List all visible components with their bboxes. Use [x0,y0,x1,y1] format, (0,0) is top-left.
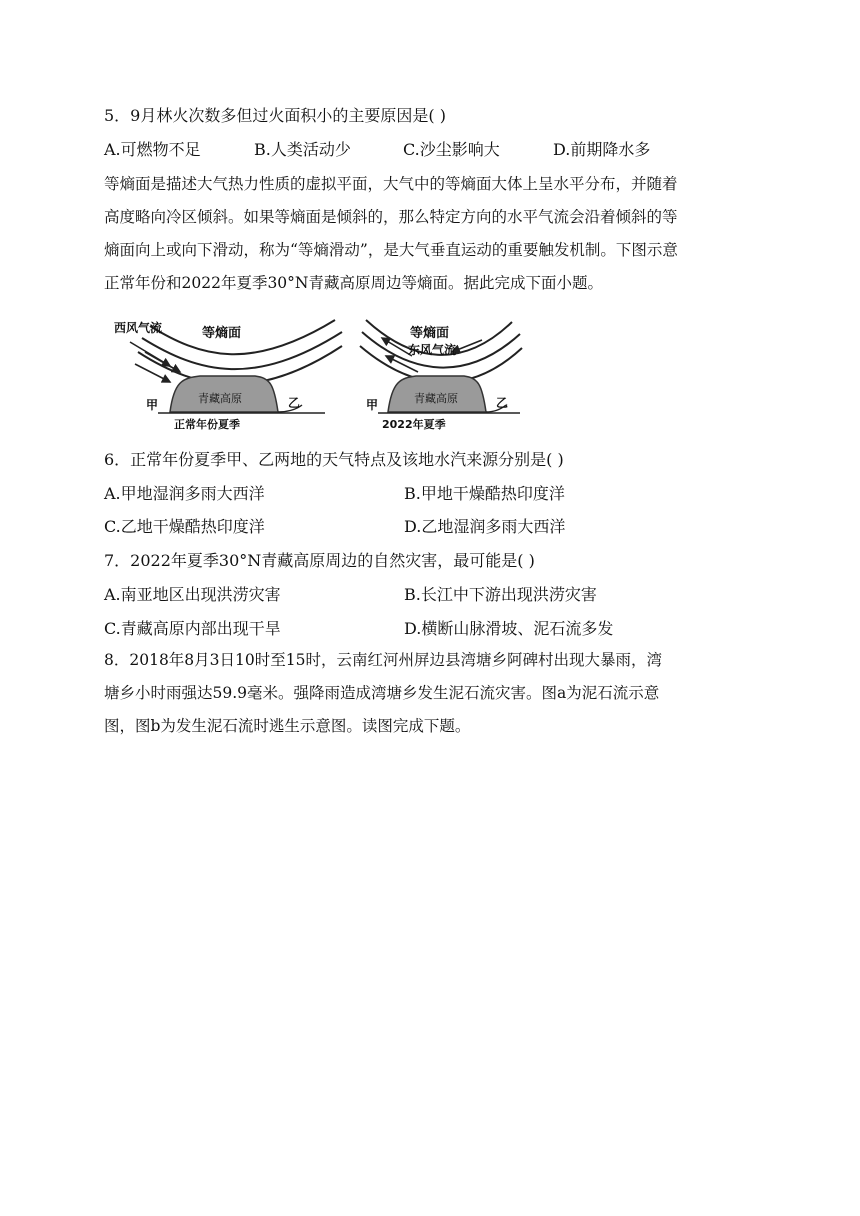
q8-line: 塘乡小时雨强达59.9毫米。强降雨造成湾塘乡发生泥石流灾害。图a为泥石流示意 [104,684,660,702]
q6-option-a: A.甲地湿润多雨大西洋 [104,484,265,503]
q5-option-d: D.前期降水多 [553,140,651,159]
left-plateau-label: 青藏高原 [198,392,242,405]
intro-line: 正常年份和2022年夏季30°N青藏高原周边等熵面。据此完成下面小题。 [104,274,603,292]
right-caption: 2022年夏季 [382,418,446,431]
intro-line: 熵面向上或向下滑动，称为“等熵滑动”，是大气垂直运动的重要触发机制。下图示意 [104,241,678,259]
right-place-a: 甲 [366,398,379,412]
left-surface-label: 等熵面 [202,326,242,341]
q7-stem: 7．2022年夏季30°N青藏高原周边的自然灾害，最可能是( ) [104,551,535,570]
q8-line: 8．2018年8月3日10时至15时，云南红河州屏边县湾塘乡阿碑村出现大暴雨，湾 [104,651,662,669]
q5-option-a: A.可燃物不足 [104,140,201,159]
q7-option-c: C.青藏高原内部出现干旱 [104,619,281,638]
right-place-b: 乙 [496,396,509,410]
q5-option-b: B.人类活动少 [254,140,351,159]
figure-2022-summer [352,312,527,434]
q8-paragraph [104,644,768,743]
left-wind-label: 西风气流 [114,321,163,335]
intro-line: 高度略向冷区倾斜。如果等熵面是倾斜的，那么特定方向的水平气流会沿着倾斜的等 [104,208,678,226]
q6-option-c: C.乙地干燥酷热印度洋 [104,517,265,536]
q5-option-c: C.沙尘影响大 [403,140,500,159]
left-caption: 正常年份夏季 [174,418,240,431]
right-plateau-label: 青藏高原 [414,392,458,405]
intro-line: 等熵面是描述大气热力性质的虚拟平面，大气中的等熵面大体上呈水平分布，并随着 [104,175,678,193]
right-surface-label: 等熵面 [410,326,450,341]
q6-option-d: D.乙地湿润多雨大西洋 [404,517,566,536]
q5-stem: 5．9月林火次数多但过火面积小的主要原因是( ) [104,106,446,125]
q6-option-b: B.甲地干燥酷热印度洋 [404,484,565,503]
intro-paragraph [104,168,768,300]
q7-option-a: A.南亚地区出现洪涝灾害 [104,585,281,604]
left-place-b: 乙 [288,396,301,410]
q6-stem: 6．正常年份夏季甲、乙两地的天气特点及该地水汽来源分别是( ) [104,450,564,469]
figure-normal-summer [110,312,345,434]
left-place-a: 甲 [146,398,159,412]
right-wind-label: 东风气流 [408,343,457,357]
q8-line: 图，图b为发生泥石流时逃生示意图。读图完成下题。 [104,717,471,735]
q7-option-b: B.长江中下游出现洪涝灾害 [404,585,597,604]
q7-option-d: D.横断山脉滑坡、泥石流多发 [404,619,614,638]
